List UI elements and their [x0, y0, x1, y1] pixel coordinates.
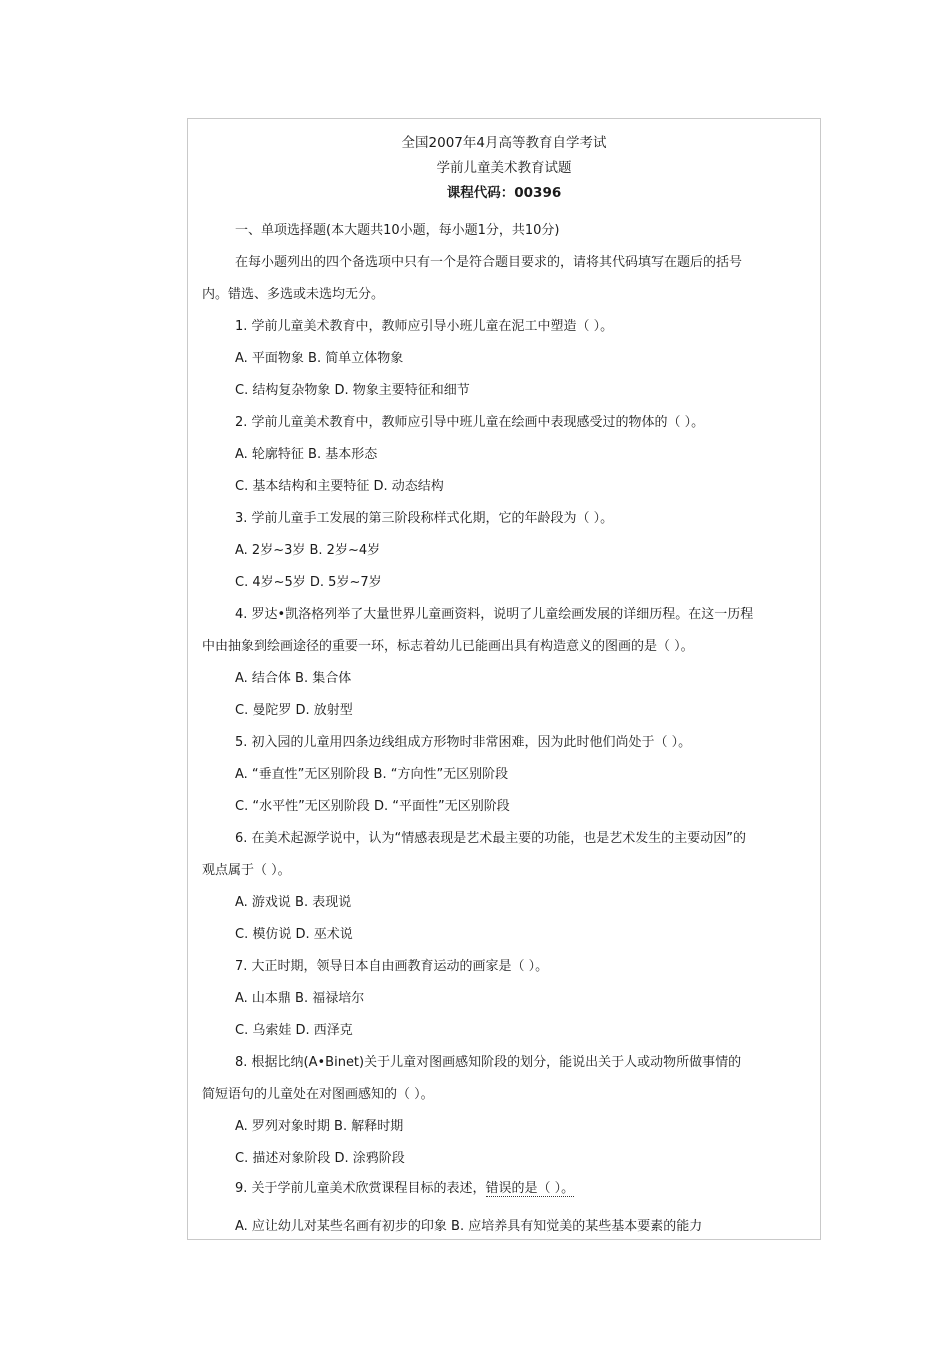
question-5-options-cd: C. “水平性”无区别阶段 D. “平面性”无区别阶段 — [235, 799, 510, 814]
question-2-options-ab: A. 轮廓特征 B. 基本形态 — [235, 447, 378, 462]
question-3-stem: 3. 学前儿童手工发展的第三阶段称样式化期，它的年龄段为（ ）。 — [235, 511, 614, 526]
exam-subject: 学前儿童美术教育试题 — [436, 160, 572, 176]
question-6-stem-line1: 6. 在美术起源学说中，认为“情感表现是艺术最主要的功能，也是艺术发生的主要动因”的 — [235, 831, 747, 846]
question-4-stem-line2: 中由抽象到绘画途径的重要一环，标志着幼儿已能画出具有构造意义的图画的是（ ）。 — [202, 639, 694, 654]
question-9-emphasis: 错误的是（ ）。 — [485, 1181, 575, 1196]
question-7-stem: 7. 大正时期，领导日本自由画教育运动的画家是（ ）。 — [235, 959, 549, 974]
question-4-stem-line1: 4. 罗达•凯洛格列举了大量世界儿童画资料，说明了儿童绘画发展的详细历程。在这一历程 — [235, 607, 754, 622]
question-7-options-cd: C. 乌索娃 D. 西泽克 — [235, 1023, 353, 1038]
question-6-options-cd: C. 模仿说 D. 巫术说 — [235, 927, 353, 942]
question-4-options-cd: C. 曼陀罗 D. 放射型 — [235, 703, 353, 718]
question-3-options-ab: A. 2岁~3岁 B. 2岁~4岁 — [235, 543, 381, 558]
course-code: 课程代码：00396 — [446, 185, 562, 201]
question-8-options-cd: C. 描述对象阶段 D. 涂鸦阶段 — [235, 1151, 405, 1166]
exam-content — [202, 215, 806, 1240]
question-7-options-ab: A. 山本鼎 B. 福禄培尔 — [235, 991, 365, 1006]
section-instruction-line2: 内。错选、多选或未选均无分。 — [202, 287, 385, 302]
document-page — [187, 118, 821, 1240]
question-8-stem-line1: 8. 根据比纳(A•Binet)关于儿童对图画感知阶段的划分，能说出关于人或动物所做事情的 — [235, 1055, 742, 1070]
question-8-stem-line2: 简短语句的儿童处在对图画感知的（ ）。 — [202, 1087, 434, 1102]
question-3-options-cd: C. 4岁~5岁 D. 5岁~7岁 — [235, 575, 382, 590]
section-title: 一、单项选择题(本大题共10小题，每小题1分，共10分) — [235, 223, 560, 238]
question-9-stem-text: 9. 关于学前儿童美术欣赏课程目标的表述， — [235, 1181, 486, 1196]
question-9-options-ab: A. 应让幼儿对某些名画有初步的印象 B. 应培养具有知觉美的某些基本要素的能力 — [235, 1219, 703, 1234]
question-1-stem: 1. 学前儿童美术教育中，教师应引导小班儿童在泥工中塑造（ ）。 — [235, 319, 614, 334]
section-instruction-line1: 在每小题列出的四个备选项中只有一个是符合题目要求的，请将其代码填写在题后的括号 — [235, 255, 743, 270]
question-4-options-ab: A. 结合体 B. 集合体 — [235, 671, 352, 686]
question-6-stem-line2: 观点属于（ ）。 — [202, 863, 291, 878]
question-5-options-ab: A. “垂直性”无区别阶段 B. “方向性”无区别阶段 — [235, 767, 509, 782]
question-8-options-ab: A. 罗列对象时期 B. 解释时期 — [235, 1119, 404, 1134]
question-1-options-ab: A. 平面物象 B. 简单立体物象 — [235, 351, 404, 366]
question-5-stem: 5. 初入园的儿童用四条边线组成方形物时非常困难，因为此时他们尚处于（ ）。 — [235, 735, 692, 750]
exam-header — [188, 131, 820, 206]
question-2-options-cd: C. 基本结构和主要特征 D. 动态结构 — [235, 479, 444, 494]
question-2-stem: 2. 学前儿童美术教育中，教师应引导中班儿童在绘画中表现感受过的物体的（ ）。 — [235, 415, 705, 430]
question-list — [202, 311, 806, 1175]
question-9-stem — [202, 1175, 806, 1203]
question-6-options-ab: A. 游戏说 B. 表现说 — [235, 895, 352, 910]
question-1-options-cd: C. 结构复杂物象 D. 物象主要特征和细节 — [235, 383, 470, 398]
exam-title: 全国2007年4月高等教育自学考试 — [401, 135, 607, 151]
